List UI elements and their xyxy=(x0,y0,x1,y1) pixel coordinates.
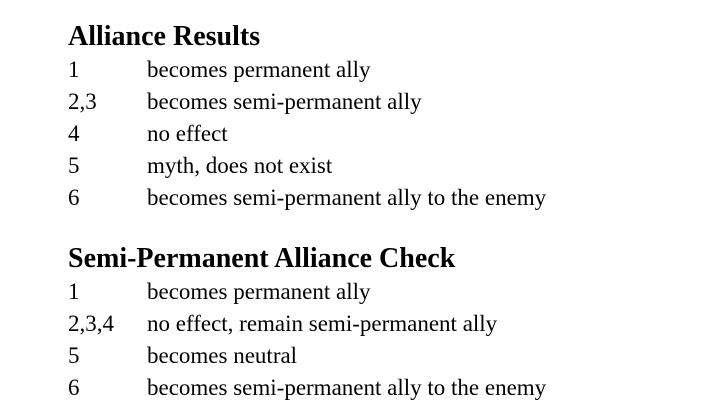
semi-permanent-alliance-check-section xyxy=(68,242,708,404)
alliance-results-section xyxy=(68,20,708,214)
result-text: becomes permanent ally xyxy=(147,279,371,304)
section-heading: Alliance Results xyxy=(68,21,261,52)
roll-value: 6 xyxy=(68,375,80,400)
table-row xyxy=(68,182,708,214)
table-row xyxy=(68,340,708,372)
roll-value: 4 xyxy=(68,121,80,146)
result-text: becomes semi-permanent ally xyxy=(147,89,422,114)
table-row xyxy=(68,276,708,308)
result-text: becomes semi-permanent ally to the enemy xyxy=(147,185,547,210)
results-table xyxy=(68,54,708,214)
roll-value: 1 xyxy=(68,279,80,304)
result-text: becomes semi-permanent ally to the enemy xyxy=(147,375,547,400)
roll-value: 6 xyxy=(68,185,80,210)
result-text: myth, does not exist xyxy=(147,153,333,178)
result-text: becomes permanent ally xyxy=(147,57,371,82)
roll-value: 5 xyxy=(68,153,80,178)
table-row xyxy=(68,86,708,118)
section-heading: Semi-Permanent Alliance Check xyxy=(68,243,456,274)
table-row xyxy=(68,54,708,86)
roll-value: 1 xyxy=(68,57,80,82)
roll-value: 2,3 xyxy=(68,89,97,114)
table-row xyxy=(68,308,708,340)
result-text: becomes neutral xyxy=(147,343,298,368)
table-row xyxy=(68,150,708,182)
table-row xyxy=(68,372,708,404)
results-table xyxy=(68,276,708,404)
table-row xyxy=(68,118,708,150)
result-text: no effect, remain semi-permanent ally xyxy=(147,311,498,336)
roll-value: 2,3,4 xyxy=(68,311,114,336)
roll-value: 5 xyxy=(68,343,80,368)
result-text: no effect xyxy=(147,121,228,146)
